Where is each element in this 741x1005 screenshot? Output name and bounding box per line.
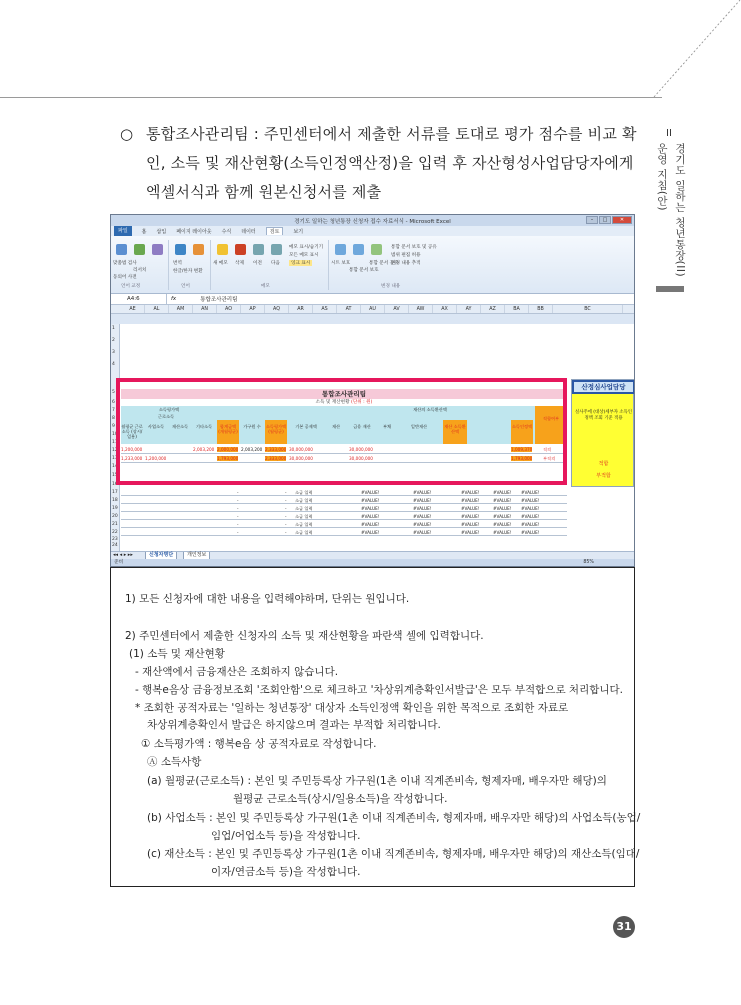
ribbon-label: 번역 xyxy=(173,261,182,266)
menu-view[interactable]: 보기 xyxy=(293,228,304,235)
asset-dept-title: 산정심사업담당 xyxy=(572,380,635,394)
cell[interactable]: #VALUE! xyxy=(361,506,380,511)
cell[interactable]: 2,003,200 xyxy=(193,447,215,452)
header-cell: 금융 재산 xyxy=(353,424,371,429)
previous-comment-icon[interactable] xyxy=(253,244,264,255)
table-row[interactable] xyxy=(121,496,567,504)
cell[interactable]: 소급 입력 xyxy=(295,530,313,535)
group-property-label: 재산의 소득환산액 xyxy=(413,407,447,412)
ribbon-label: 다음 xyxy=(271,261,280,266)
cell[interactable]: 30,000,000 xyxy=(289,447,313,452)
cell[interactable]: #VALUE! xyxy=(413,506,432,511)
ribbon-label: 삭제 xyxy=(235,261,244,266)
row-header[interactable]: 1 xyxy=(112,326,115,331)
header-cell: 합계금액 (개월평균) xyxy=(218,424,238,434)
hanja-icon[interactable] xyxy=(193,244,204,255)
chapter-marker-bar xyxy=(656,286,684,292)
cell[interactable]: #VALUE! xyxy=(461,490,480,495)
notes-box xyxy=(110,567,641,887)
cell[interactable]: 30,000,000 xyxy=(349,447,373,452)
intro-line: 엑셀서식과 함께 원본신청서를 제출 xyxy=(146,183,382,201)
cell[interactable]: #VALUE! xyxy=(493,530,512,535)
row-header[interactable]: 3 xyxy=(112,350,115,355)
cell[interactable]: #VALUE! xyxy=(521,530,540,535)
cell[interactable]: - xyxy=(237,530,239,535)
cell[interactable]: - xyxy=(285,490,287,495)
ribbon-label[interactable]: 범위 편집 허용 xyxy=(391,253,421,258)
row-header[interactable]: 8 xyxy=(112,416,115,421)
ribbon-label: 리서치 xyxy=(133,268,147,273)
menu-review[interactable]: 검토 xyxy=(266,227,284,235)
column-header[interactable]: AE xyxy=(121,305,145,313)
cell[interactable]: #VALUE! xyxy=(461,514,480,519)
cell[interactable]: 2,000,000 xyxy=(217,447,239,452)
table-row[interactable] xyxy=(121,488,567,496)
row-header[interactable]: 2 xyxy=(112,338,115,343)
excel-menu-bar xyxy=(111,226,634,236)
thesaurus-icon[interactable] xyxy=(152,244,163,255)
header-cell: 재산 소득환산액 xyxy=(444,424,466,434)
header-cell: 재산 xyxy=(331,424,341,429)
header-cell: 사업소득 xyxy=(147,424,165,429)
zoom-level[interactable]: 85% xyxy=(583,560,594,565)
cell[interactable]: 2,333,000 xyxy=(265,447,287,452)
header-cell: 적합여부 xyxy=(542,416,560,421)
highlight-frame xyxy=(116,378,567,485)
menu-data[interactable]: 데이터 xyxy=(241,228,256,235)
ribbon-label[interactable]: 모든 메모 표시 xyxy=(289,253,319,258)
protect-workbook-icon[interactable] xyxy=(353,244,364,255)
sheet-tabs-bar xyxy=(111,551,634,559)
cell[interactable]: #VALUE! xyxy=(361,522,380,527)
column-header[interactable]: AR xyxy=(289,305,313,313)
column-header[interactable]: AW xyxy=(409,305,433,313)
asset-dept-result[interactable]: 적합 xyxy=(598,461,609,467)
column-header[interactable]: BA xyxy=(505,305,529,313)
cell[interactable]: #VALUE! xyxy=(361,530,380,535)
status-bar xyxy=(111,559,634,567)
note-line: (a) 월평균(근로소득) : 본인 및 주민등록상 가구원(1촌 이내 직계존비속, 형제자매, 배우자만 해당)의 xyxy=(147,775,607,787)
row-header[interactable]: 24 xyxy=(112,543,118,548)
new-comment-icon[interactable] xyxy=(217,244,228,255)
header-cell: 일반재산 xyxy=(410,424,428,429)
column-header[interactable]: AU xyxy=(361,305,385,313)
status-text: 준비 xyxy=(114,560,124,565)
header-cell: 월평균 근로소득 (상시/일용) xyxy=(121,424,143,439)
sheet-nav-arrows-icon[interactable]: ◂◂ ◂ ▸ ▸▸ xyxy=(113,552,133,558)
row-header[interactable]: 18 xyxy=(112,498,118,503)
row-header[interactable]: 17 xyxy=(112,490,118,495)
cell[interactable]: - xyxy=(285,506,287,511)
ribbon-label[interactable]: 잉크 표시 xyxy=(291,261,311,266)
header-cell: 재산소득 xyxy=(171,424,189,429)
note-line: 1) 모든 신청자에 대한 내용을 입력해야하며, 단위는 원입니다. xyxy=(125,593,410,605)
spreadsheet-grid xyxy=(111,324,634,551)
ribbon-label: 통합 문서 보호 xyxy=(349,268,379,273)
ribbon-label[interactable]: 통합 문서 보호 및 공유 xyxy=(391,245,437,250)
cell[interactable]: - xyxy=(237,506,239,511)
cell[interactable]: 부적격 xyxy=(543,456,556,461)
maximize-button[interactable]: □ xyxy=(599,216,611,224)
ribbon-group-label: 변경 내용 xyxy=(381,284,401,289)
note-line: ① 소득평가액 : 행복e음 상 공적자료로 작성합니다. xyxy=(141,738,377,750)
cell[interactable]: #VALUE! xyxy=(461,498,480,503)
ribbon-label: 한글/한자 변환 xyxy=(173,269,203,274)
fx-icon: fx xyxy=(171,296,177,302)
cell[interactable]: #VALUE! xyxy=(413,498,432,503)
note-line: 2) 주민센터에서 제출한 신청자의 소득 및 재산현황을 파란색 셀에 입력합니다. xyxy=(125,630,484,642)
column-header[interactable]: AZ xyxy=(481,305,505,313)
header-cell: 소득인정액 xyxy=(511,424,533,429)
chapter-number: II xyxy=(666,128,672,139)
cell[interactable]: 1,009,370 xyxy=(511,447,533,452)
ribbon-label: 맞춤법 검사 xyxy=(113,261,137,266)
cell[interactable]: #VALUE! xyxy=(521,498,540,503)
chapter-title: 경기도 일하는 청년통장(II) xyxy=(674,143,686,278)
intro-paragraph xyxy=(120,120,640,207)
row-header[interactable]: 5 xyxy=(112,390,115,395)
row-header[interactable]: 19 xyxy=(112,506,118,511)
cell[interactable]: 적격 xyxy=(543,447,552,452)
ribbon-group-language xyxy=(171,240,211,290)
cell[interactable]: - xyxy=(237,522,239,527)
column-header[interactable]: BB xyxy=(529,305,553,313)
note-line: 임업/어업소득 등)을 작성합니다. xyxy=(211,830,361,842)
cell[interactable]: - xyxy=(237,490,239,495)
spelling-icon[interactable] xyxy=(116,244,127,255)
cell[interactable]: 30,000,000 xyxy=(349,456,373,461)
unit-note: (단위 : 원) xyxy=(351,400,373,405)
cell[interactable]: - xyxy=(285,522,287,527)
menu-page-layout[interactable]: 페이지 레이아웃 xyxy=(176,228,212,235)
column-header[interactable]: AT xyxy=(337,305,361,313)
close-button[interactable]: ✕ xyxy=(612,216,632,224)
table-row[interactable] xyxy=(121,512,567,520)
menu-home[interactable]: 홈 xyxy=(141,228,147,235)
group-income-sub-label: 근로소득 xyxy=(157,414,175,419)
column-headers xyxy=(111,305,634,314)
row-header[interactable]: 14 xyxy=(112,464,118,469)
cell[interactable]: 1,233,000 xyxy=(121,456,143,461)
header-rule xyxy=(0,97,662,98)
cell[interactable]: - xyxy=(285,514,287,519)
note-line: (b) 사업소득 : 본인 및 주민등록상 가구원(1촌 이내 직계존비속, 형제자매, 배우자만 해당)의 사업소득(농업/ xyxy=(147,812,641,824)
intro-line: 통합조사관리팀 : 주민센터에서 제출한 서류를 토대로 평가 점수를 비교 확 xyxy=(146,125,637,143)
column-header[interactable]: AQ xyxy=(265,305,289,313)
cell[interactable]: 소급 입력 xyxy=(295,522,313,527)
sheet-tab-personal[interactable]: 개인정보 xyxy=(183,552,210,560)
column-header[interactable]: AV xyxy=(385,305,409,313)
header-cell: 부채 xyxy=(382,424,392,429)
cell[interactable]: #VALUE! xyxy=(493,498,512,503)
cell[interactable]: 1,200,000 xyxy=(145,456,167,461)
sheet-tab-applicants[interactable]: 신청자명단 xyxy=(145,552,177,560)
cell[interactable]: #VALUE! xyxy=(521,514,540,519)
column-header[interactable]: AM xyxy=(169,305,193,313)
note-line: 차상위계층확인서 발급은 하지않으며 결과는 부적합 처리합니다. xyxy=(147,719,441,731)
cell[interactable]: #VALUE! xyxy=(361,498,380,503)
cell[interactable]: #VALUE! xyxy=(493,506,512,511)
column-header[interactable]: AP xyxy=(241,305,265,313)
cell[interactable]: #VALUE! xyxy=(413,530,432,535)
cell[interactable]: 소급 입력 xyxy=(295,498,313,503)
row-header[interactable]: 7 xyxy=(112,408,115,413)
row-header[interactable]: 9 xyxy=(112,424,115,429)
cell[interactable]: 소급 입력 xyxy=(295,514,313,519)
note-line: * 조회한 공적자료는 '일하는 청년통장' 대상자 소득인정액 확인을 위한 목적으로 조회한 자료로 xyxy=(135,702,569,714)
header-cell: 소득평가액 (월평균) xyxy=(265,424,287,434)
cell[interactable]: #VALUE! xyxy=(361,514,380,519)
column-header[interactable]: AO xyxy=(217,305,241,313)
table-main-title: 통합조사관리팀 xyxy=(121,389,567,399)
ribbon-label: 동의어 사전 xyxy=(113,275,137,280)
excel-ribbon xyxy=(111,236,634,294)
header-cell: 기타소득 xyxy=(195,424,213,429)
cell[interactable]: - xyxy=(285,530,287,535)
cell[interactable]: - xyxy=(237,498,239,503)
ribbon-group-label: 언어 xyxy=(181,284,190,289)
cell[interactable]: #VALUE! xyxy=(521,522,540,527)
cell[interactable]: #VALUE! xyxy=(521,490,540,495)
menu-file[interactable]: 파일 xyxy=(114,226,132,236)
excel-titlebar xyxy=(111,215,634,226)
row-header[interactable]: 11 xyxy=(112,440,118,445)
cell[interactable]: 소급 입력 xyxy=(295,506,313,511)
note-line: - 재산액에서 금융재산은 조회하지 않습니다. xyxy=(135,666,339,678)
note-line: Ⓐ 소득사항 xyxy=(147,756,202,768)
header-cell: 기본 공제액 xyxy=(295,424,317,429)
protect-sheet-icon[interactable] xyxy=(335,244,346,255)
ribbon-label: 새 메모 xyxy=(213,261,228,266)
header-cell: 가구원 수 xyxy=(243,424,261,429)
row-header[interactable]: 10 xyxy=(112,432,118,437)
cell[interactable]: #VALUE! xyxy=(361,490,380,495)
asset-dept-note: 실사주에 (대상)세부자 소득인정액 조회 기준 적용 xyxy=(574,410,633,421)
menu-insert[interactable]: 삽입 xyxy=(156,228,167,235)
excel-screenshot xyxy=(110,214,635,567)
ribbon-label[interactable]: 메모 표시/숨기기 xyxy=(289,245,324,250)
chapter-subtitle: 운영 지침(안) xyxy=(656,143,668,212)
asset-dept-panel xyxy=(571,379,634,487)
cell[interactable]: #VALUE! xyxy=(413,490,432,495)
minimize-button[interactable]: – xyxy=(586,216,598,224)
cell[interactable]: 소급 입력 xyxy=(295,490,313,495)
header-diagonal-decoration xyxy=(648,0,741,100)
ribbon-label: 이전 xyxy=(253,261,262,266)
name-box[interactable]: A4:6 xyxy=(111,294,167,304)
bullet-circle: ○ xyxy=(120,125,134,143)
row-header[interactable]: 4 xyxy=(112,362,115,367)
row-header[interactable]: 6 xyxy=(112,400,115,405)
menu-formulas[interactable]: 수식 xyxy=(221,228,232,235)
column-header[interactable]: AS xyxy=(313,305,337,313)
cell[interactable]: #VALUE! xyxy=(413,514,432,519)
note-line: - 행복e음상 금융정보조회 '조회안함'으로 체크하고 '차상위계층확인서발급'은 모두 부적합으로 처리합니다. xyxy=(135,684,623,696)
cell[interactable]: - xyxy=(285,498,287,503)
column-header[interactable]: AY xyxy=(457,305,481,313)
cell[interactable]: #VALUE! xyxy=(461,506,480,511)
next-comment-icon[interactable] xyxy=(271,244,282,255)
table-row[interactable] xyxy=(121,504,567,512)
column-header[interactable]: AN xyxy=(193,305,217,313)
row-header[interactable]: 12 xyxy=(112,448,118,453)
ribbon-label[interactable]: 변경 내용 추적 xyxy=(391,261,421,266)
ribbon-label: 시트 보호 xyxy=(331,261,351,266)
column-header[interactable]: AL xyxy=(145,305,169,313)
row-header[interactable]: 13 xyxy=(112,456,118,461)
cell[interactable]: #VALUE! xyxy=(521,506,540,511)
note-line: (1) 소득 및 재산현황 xyxy=(129,648,225,660)
ribbon-group-comments xyxy=(213,240,329,290)
group-income-label: 소득평가액 xyxy=(158,407,180,412)
ribbon-group-changes xyxy=(331,240,481,290)
note-line: 이자/연금소득 등)을 작성합니다. xyxy=(211,866,361,878)
table-row[interactable] xyxy=(121,528,567,536)
ribbon-group-proofing xyxy=(113,240,169,290)
column-header[interactable]: AX xyxy=(433,305,457,313)
row-header[interactable]: 21 xyxy=(112,522,118,527)
cell[interactable]: 1,793,000 xyxy=(217,456,239,461)
cell[interactable]: #VALUE! xyxy=(493,522,512,527)
cell[interactable]: #VALUE! xyxy=(493,514,512,519)
sub-title-text: 소득 및 재산현황 xyxy=(315,400,350,405)
research-icon[interactable] xyxy=(134,244,145,255)
column-header[interactable]: BC xyxy=(553,305,623,313)
translate-icon[interactable] xyxy=(175,244,186,255)
row-header[interactable]: 16 xyxy=(112,482,118,487)
share-workbook-icon[interactable] xyxy=(371,244,382,255)
cell[interactable]: 1,793,000 xyxy=(511,456,533,461)
cell[interactable]: #VALUE! xyxy=(413,522,432,527)
cell[interactable]: 1,200,000 xyxy=(121,447,143,452)
ribbon-label: 통합 문서 공유 xyxy=(369,261,399,266)
note-line: 월평균 근로소득(상시/일용소득)을 작성합니다. xyxy=(233,793,448,805)
cell[interactable]: #VALUE! xyxy=(493,490,512,495)
excel-window-title: 경기도 일하는 청년통장 신청자 접수 자료서식 - Microsoft Excel xyxy=(294,219,451,225)
delete-comment-icon[interactable] xyxy=(235,244,246,255)
cell[interactable]: #VALUE! xyxy=(461,530,480,535)
formula-bar xyxy=(111,294,634,305)
table-row[interactable] xyxy=(121,520,567,528)
row-header[interactable]: 15 xyxy=(112,473,118,478)
intro-line: 인, 소득 및 재산현황(소득인정액산정)을 입력 후 자산형성사업담당자에게 xyxy=(146,154,634,172)
page-number: 31 xyxy=(613,916,635,938)
note-line: (c) 재산소득 : 본인 및 주민등록상 가구원(1촌 이내 직계존비속, 형제자매, 배우자만 해당)의 재산소득(임대/ xyxy=(147,848,640,860)
row-header[interactable]: 22 xyxy=(112,530,118,535)
cell[interactable]: - xyxy=(237,514,239,519)
row-header[interactable]: 20 xyxy=(112,514,118,519)
row-header[interactable]: 23 xyxy=(112,537,118,542)
cell[interactable]: 30,000,000 xyxy=(289,456,313,461)
cell[interactable]: 2,003,200 xyxy=(241,447,263,452)
ribbon-group-label: 언어 교정 xyxy=(121,284,141,289)
chapter-side-tab xyxy=(656,128,686,278)
cell[interactable]: #VALUE! xyxy=(461,522,480,527)
cell[interactable]: 2,333,000 xyxy=(265,456,287,461)
asset-dept-result[interactable]: 부적합 xyxy=(596,473,611,479)
ribbon-group-label: 메모 xyxy=(261,284,270,289)
formula-input[interactable]: 통합조사관리팀 xyxy=(200,297,238,303)
